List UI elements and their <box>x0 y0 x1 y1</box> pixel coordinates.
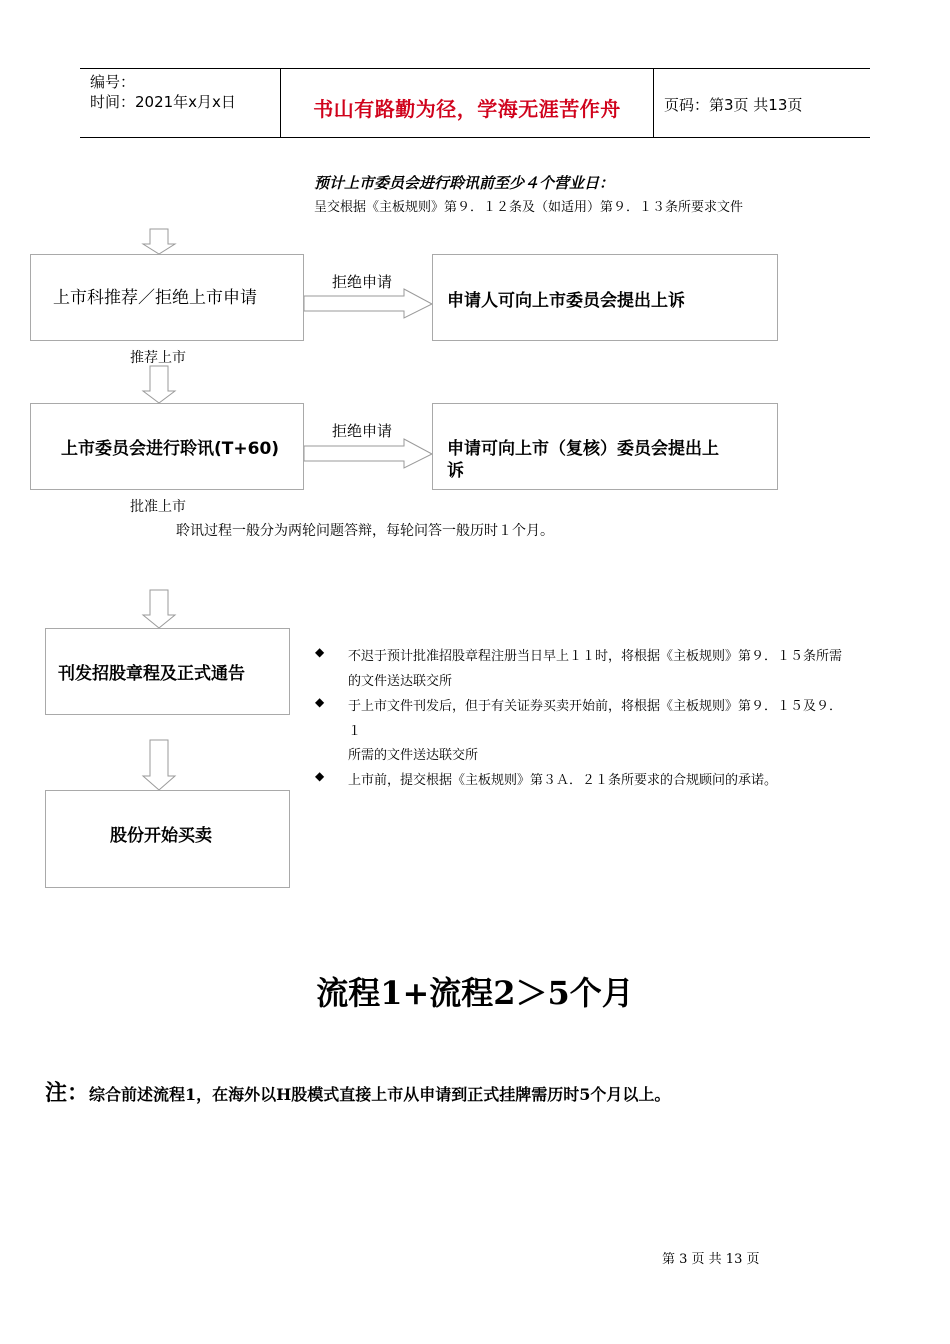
reject-application-label: 拒绝申请 <box>332 273 393 291</box>
appeal-review-committee-label-line1: 申请可向上市（复核）委员会提出上 <box>447 439 719 459</box>
page-footer: 第 3 页 共 13 页 <box>662 1252 760 1267</box>
bullet-2-line-3: 所需的文件送达联交所 <box>348 748 479 763</box>
down-arrow-icon <box>143 229 175 254</box>
note-paragraph <box>45 1076 670 1107</box>
document-number-label: 编号： <box>90 73 136 91</box>
note-label: 注： <box>45 1080 90 1106</box>
bullet-2-line-2: １ <box>348 724 362 739</box>
appeal-listing-committee-label: 申请人可向上市委员会提出上诉 <box>447 291 685 311</box>
prospectus-announcement-label: 刊发招股章程及正式通告 <box>58 664 245 684</box>
approve-listing-label: 批准上市 <box>130 499 186 515</box>
trading-begins-box <box>45 790 290 888</box>
diamond-bullet-icon: ◆ <box>315 695 325 709</box>
listing-committee-hearing-box <box>30 403 304 490</box>
diamond-bullet-icon: ◆ <box>315 645 325 659</box>
down-arrow-icon <box>143 590 175 628</box>
bullet-1-line-2: 的文件送达联交所 <box>348 674 453 689</box>
appeal-review-committee-box <box>432 403 778 490</box>
note-text: 综合前述流程1，在海外以H股模式直接上市从申请到正式挂牌需历时5个月以上。 <box>89 1085 671 1104</box>
document-time-label: 时间：2021年x月x日 <box>90 93 236 111</box>
right-arrow-icon <box>304 439 432 468</box>
appeal-listing-committee-box <box>432 254 778 341</box>
right-arrow-icon <box>304 289 432 318</box>
listing-committee-hearing-label: 上市委员会进行聆讯(T+60) <box>61 439 280 459</box>
header-page-info: 页码：第3页 共13页 <box>664 96 803 114</box>
intro-subtext: 呈交根据《主板规则》第９．１２条及（如适用）第９．１３条所要求文件 <box>314 200 744 215</box>
recommend-listing-label: 推荐上市 <box>130 350 186 366</box>
summary-heading: 流程1+流程2＞5个月 <box>316 974 634 1012</box>
bullet-1-line-1: 不迟于预计批准招股章程注册当日早上１１时，将根据《主板规则》第９．１５条所需 <box>348 649 843 664</box>
bullet-2-line-1: 于上市文件刊发后，但于有关证券买卖开始前，将根据《主板规则》第９．１５及９． <box>348 699 843 714</box>
hearing-process-note: 聆讯过程一般分为两轮问题答辩，每轮问答一般历时１个月。 <box>176 523 554 539</box>
header-motto: 书山有路勤为径，学海无涯苦作舟 <box>313 97 621 121</box>
appeal-review-committee-label-line2: 诉 <box>447 461 464 481</box>
listing-division-decision-box <box>30 254 304 341</box>
intro-heading: 预计上市委员会进行聆讯前至少４个营业日： <box>314 174 615 192</box>
trading-begins-label: 股份开始买卖 <box>110 826 212 846</box>
down-arrow-icon <box>143 740 175 790</box>
bullet-3-line-1: 上市前，提交根据《主板规则》第３Ａ．２１条所要求的合规顾问的承诺。 <box>348 773 778 788</box>
prospectus-announcement-box <box>45 628 290 715</box>
diamond-bullet-icon: ◆ <box>315 769 325 783</box>
listing-division-decision-label: 上市科推荐／拒绝上市申请 <box>53 288 257 308</box>
down-arrow-icon <box>143 366 175 403</box>
reject-application-label-2: 拒绝申请 <box>332 422 393 440</box>
